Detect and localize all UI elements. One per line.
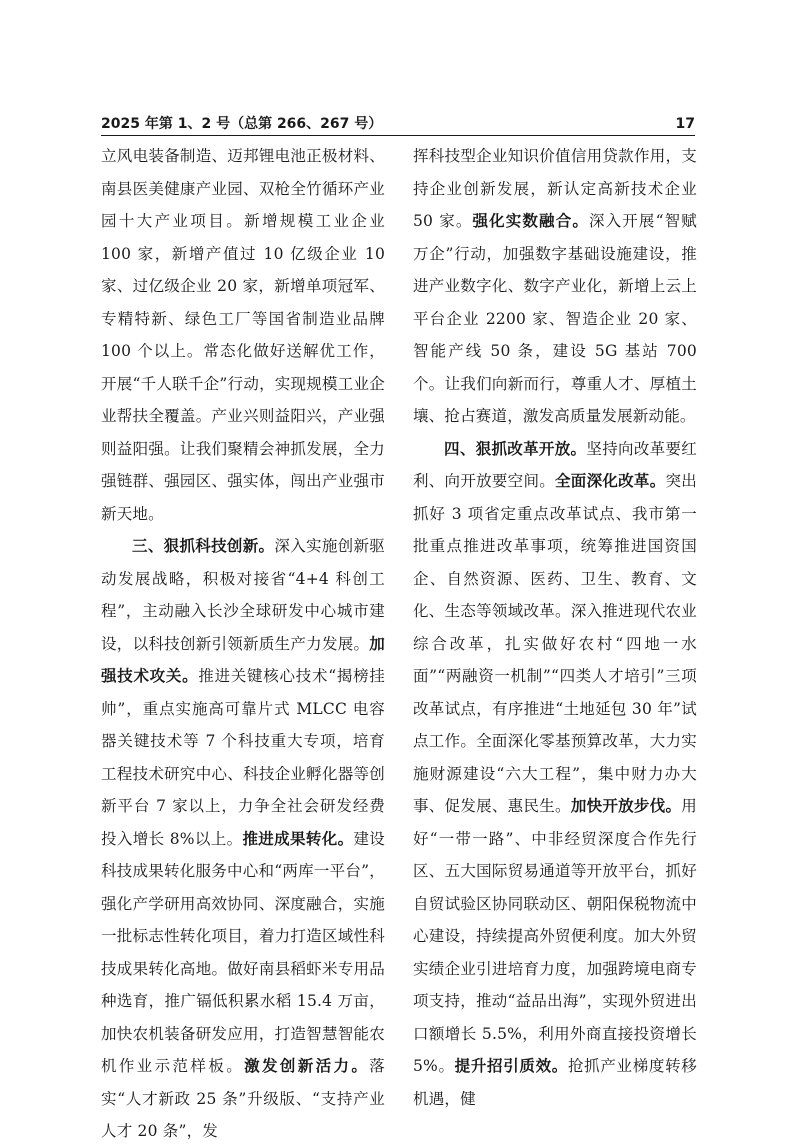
subheading-bold: 提升招引质效。 — [454, 1057, 568, 1075]
paragraph-text: 深入实施创新驱动发展战略，积极对接省“4+4 科创工程”，主动融入长沙全球研发中心城市建设，以科技创新引领新质生产力发展。 — [101, 537, 385, 653]
issue-label: 2025 年第 1、2 号（总第 266、267 号） — [101, 116, 383, 132]
running-header — [101, 114, 695, 136]
subheading-bold: 激发创新活力。 — [244, 1057, 370, 1075]
subheading-bold: 强化实数融合。 — [472, 212, 589, 230]
paragraph-text: 推进关键核心技术“揭榜挂帅”，重点实施高可靠片式 MLCC 电容器关键技术等 7 个科技重大专项，培育工程技术研究中心、科技企业孵化器等创新平台 7 家以上，力争全社会研发经费投入增长 8%以上。 — [101, 667, 386, 848]
paragraph-section-4 — [413, 433, 697, 1116]
paragraph-text: 用好“一带一路”、中非经贸深度合作先行区、五大国际贸易通道等开放平台，抓好自贸试验区协同联动区、朝阳保税物流中心建设，持续提高外贸便利度。加大外贸实绩企业引进培育力度，加强跨境电商专项支持，推动“益品出海”，实现外贸进出口额增长 5.5%，利用外商直接投资增长 5%。 — [413, 797, 697, 1075]
subheading-bold: 加快开放步伐。 — [570, 797, 682, 815]
paragraph-text: 立风电装备制造、迈邦锂电池正极材料、南县医美健康产业园、双枪全竹循环产业园十大产业项目。新增规模工业企业 100 家，新增产值过 10 亿级企业 10 家、过亿级企业 20 家，新增单项冠军、专精特新、绿色工厂等国省制造业品牌 100 个以上。常态化做好送解优工作，开展“千人联千企”行动，实现规模工业企业帮扶全覆盖。产业兴则益阳兴，产业强则益阳强。让我们聚精会神抓发展，全力强链群、强园区、强实体，闯出产业强市新天地。 — [101, 147, 385, 523]
subheading-bold: 推进成果转化。 — [242, 829, 354, 848]
paragraph-text: 深入开展“智赋万企”行动，加强数字基础设施建设，推进产业数字化、数字产业化，新增上云上平台企业 2200 家、智造企业 20 家、智能产线 50 条，建设 5G 基站 700 个。让我们向新而行，尊重人才、厚植土壤、抢占赛道，激发高质量发展新动能。 — [413, 212, 697, 425]
subheading-bold: 全面深化改革。 — [555, 472, 666, 490]
paragraph-text: 抢抓产业梯度转移机遇，健 — [413, 1057, 697, 1108]
paragraph-text: 坚持向改革要红利、向开放要空间。 — [413, 439, 697, 490]
paragraph-text: 建设科技成果转化服务中心和“两库一平台”，强化产学研用高效协同、深度融合，实施一批标志性转化项目，着力打造区域性科技成果转化高地。做好南县稻虾米专用品种选育，推广镉低积累水稻 15.4 万亩，加快农机装备研发应用，打造智慧智能农机作业示范样板。 — [101, 829, 385, 1075]
paragraph — [101, 140, 385, 530]
paragraph-section-3 — [101, 530, 385, 1148]
left-column — [101, 140, 385, 1148]
paragraph-text: 突出抓好 3 项省定重点改革试点、我市第一批重点推进改革事项，统筹推进国资国企、自然资源、医药、卫生、教育、文化、生态等领域改革。深入推进现代农业综合改革，扎实做好农村“四地一水面”“两融资一机制”“四类人才培引”三项改革试点，有序推进“土地延包 30 年”试点工作。全面深化零基预算改革，大力实施财源建设“六大工程”，集中财力办大事、促发展、惠民生。 — [413, 472, 697, 815]
paragraph-text: 落实“人才新政 25 条”升级版、“支持产业人才 20 条”，发 — [101, 1057, 385, 1140]
right-column — [413, 140, 697, 1115]
section-heading: 三、狠抓科技创新。 — [132, 537, 275, 555]
subheading-bold: 加强技术攻关。 — [101, 634, 385, 685]
paragraph — [413, 140, 697, 433]
paragraph-text: 挥科技型企业知识价值信用贷款作用，支持企业创新发展，新认定高新技术企业 50 家。 — [413, 147, 697, 230]
header-divider — [101, 135, 695, 136]
page-number: 17 — [675, 116, 695, 132]
section-heading: 四、狠抓改革开放。 — [444, 439, 587, 458]
